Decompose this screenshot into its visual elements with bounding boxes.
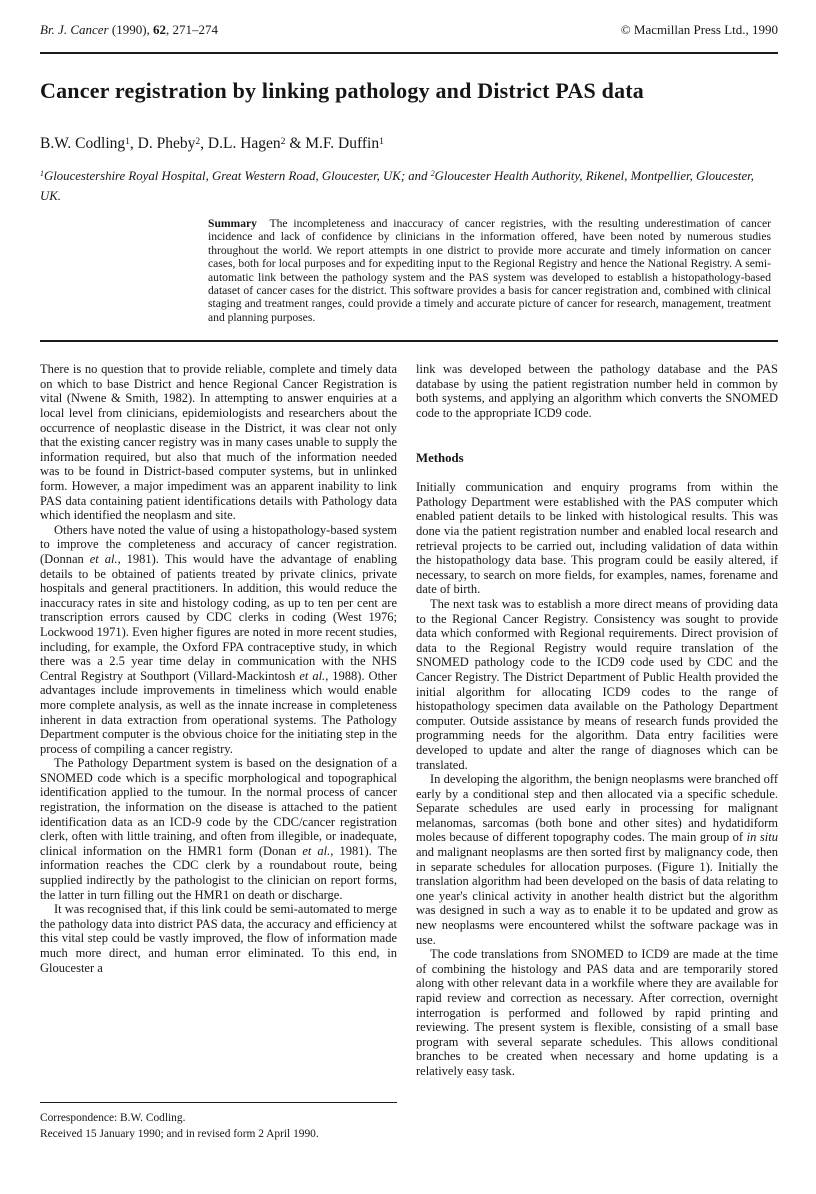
body-paragraph: link was developed between the pathology database and the PAS database by using the patient registration number held in common by both systems, and applying an algorithm which converts the SNOMED code to the appropriate ICD9 code. — [416, 362, 778, 421]
journal-citation: Br. J. Cancer (1990), 62, 271–274 — [40, 22, 219, 37]
left-column — [40, 362, 397, 1142]
header-rule — [40, 52, 778, 54]
affiliations: $^1$Gloucestershire Royal Hospital, Great Western Road, Gloucester, UK; and $^2$Gloucester Health Authority, Rikenel, Montpellier, Gloucester, UK. — [40, 169, 754, 203]
body-paragraph: Others have noted the value of using a histopathology-based system to improve the completeness and accuracy of cancer registration. (Donnan et al., 1981). This would have the advantage of enabling details to be obtained of patients treated by private clinics, private hospitals and general practitioners. In addition, this would reduce the inaccuracy rates in site and histology coding, as up to ten per cent are transcription errors caused by CDC clerks in coding (West 1976; Lockwood 1971). Even higher figures are noted in more recent studies, including, for example, the Oxford FPA contraceptive study, in which there was a 2.5 year time delay in communication with the NHS Central Registry at Southport (Villard-Mackintosh et al., 1988). Other advantages include improvements in timeliness which would enable more complete analysis, as well as the innate increase in completeness inherent in data extraction from operational systems. The Pathology Department computer is the obvious choice for the initiating step in the process of compiling a cancer registry. — [40, 522, 398, 756]
body-paragraph: The next task was to establish a more direct means of providing data to the Regional Cancer Registry. Consistency was sought to provide data which conformed with Regional requirements. Direct provision of data to the Regional Registry would require translation of the SNOMED pathology code to the ICD9 code used by CDC and the Cancer Registry. The District Department of Public Health provided the initial algorithm for allocating ICD9 codes to the range of histopathology specimen data available on the Pathology Department computer. Outside assistance by means of research funds provided the programming needs for the algorithm. Data entry facilities were developed to update and alter the range of diagnoses which can be translated. — [416, 596, 778, 772]
body-paragraph: The code translations from SNOMED to ICD9 are made at the time of combining the histology and PAS data and are temporarily stored along with other relevant data in a workfile where they are available for rapid review and correction as necessary. After correction, overnight interrogation is performed and followed by rapid printing and reviewing. The present system is flexible, consisting of a small base program with several separate schedules. This allows conditional branches to be created when necessary and home updating is a relatively easy task. — [416, 947, 778, 1078]
right-column — [416, 362, 778, 1142]
abstract-summary: Summary The incompleteness and inaccuracy of cancer registries, with the resulting underestimation of cancer incidence and lack of confidence by clinicians in the information offered, have been noted by numerous studies throughout the world. We report attempts in one district to provide more accurate and timely information on cancer cases, both for local purposes and for expediting input to the Regional Registry and hence the National Registry. A semi-automatic link between the pathology system and the PAS system was developed to establish a histopathology-based dataset of cancer cases for the district. This software provides a basis for cancer registration and, combined with clinical staging and treatment ranges, could provide a timely and accurate picture of cancer for research, management, treatment and planning purposes. — [208, 217, 771, 324]
masthead — [40, 22, 778, 37]
body-paragraph: In developing the algorithm, the benign neoplasms were branched off early by a conditional step and then allocated via a specific schedule. Separate schedules are used early in processing for malignant melanomas, sarcomas (both bone and other sites) and hydatidiform moles because of different topography codes. The main group of in situ and malignant neoplasms are then sorted first by malignancy code, then in separate schedules for allocation purposes. (Figure 1). Initially the translation algorithm had been developed on the basis of data relating to one year's clinical activity in another health district but the algorithm was designed in such a way as to enable it to be updated and grow as new neoplasms were encountered whilst the software package was in use. — [416, 772, 778, 947]
footnote-block — [40, 1102, 397, 1142]
body-paragraph: It was recognised that, if this link could be semi-automated to merge the pathology data into district PAS data, the accuracy and efficiency at this vital step could be vastly improved, the flow of information made much more direct, and human error eliminated. To this end, in Gloucester a — [40, 902, 397, 975]
body-paragraph: Initially communication and enquiry programs from within the Pathology Department were established with the PAS computer which enabled patient details to be linked with histological results. This was done via the patient registration number and enabled local research and retrieval projects to be carried out, including validation of data within the histopathology data base. This program could be easily altered, if necessary, to search on more fields, for examples, names, forename and date of birth. — [416, 480, 778, 597]
section-heading-methods: Methods — [416, 450, 464, 465]
copyright-notice: © Macmillan Press Ltd., 1990 — [620, 22, 778, 37]
body-paragraph: There is no question that to provide reliable, complete and timely data on which to base District and hence Regional Cancer Registration is vital (Nwene & Smith, 1982). In attempting to answer enquiries at a local level from clinicians, epidemiologists and researchers about the occurrence of neoplastic disease in the District, it was clear not only that the existing cancer registry was in many cases unable to supply the information required, but also that much of the information needed was to be found in District-based computer systems, but in unlinked form. However, a major impediment was an apparent inability to link PAS data containing patient identifications details with Pathology data which identified the neoplasm and site. — [40, 362, 397, 523]
author-line: B.W. Codling$^1$, D. Pheby$^2$, D.L. Hagen$^2$ & M.F. Duffin$^1$ — [40, 135, 384, 152]
correspondence-note: Correspondence: B.W. Codling. — [40, 1112, 186, 1125]
summary-rule — [40, 340, 778, 342]
article-title: Cancer registration by linking pathology and District PAS data — [40, 78, 644, 103]
body-paragraph: The Pathology Department system is based on the designation of a SNOMED code which is a specific morphological and topographical identification applied to the tumour. In the normal process of cancer registration, the information on the disease is attached to the patient identification data as an ICD-9 code by the CDC/cancer registration clerk, often with little training, and often from illegible, or inadequate, clinical information on the HMR1 form (Donan et al., 1981). The information reaches the CDC clerk by a roundabout route, being supplied indirectly by the pathologist to the clinician on report forms, the latter in turn filling out the HMR1 on death or discharge. — [40, 756, 397, 902]
received-dates: Received 15 January 1990; and in revised form 2 April 1990. — [40, 1128, 319, 1141]
two-column-body — [40, 362, 778, 1142]
